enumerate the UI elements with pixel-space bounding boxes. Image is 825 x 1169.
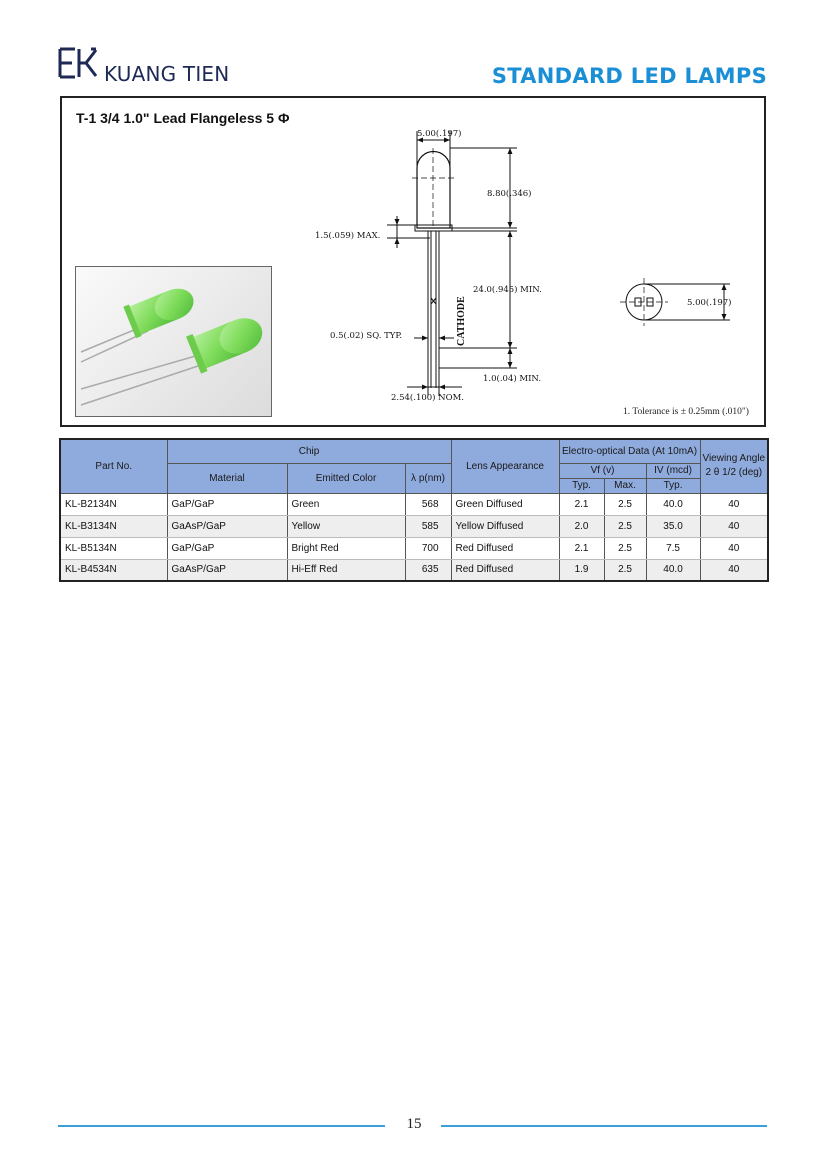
cell-vf-typ: 1.9 bbox=[559, 559, 604, 581]
tolerance-note: 1. Tolerance is ± 0.25mm (.010") bbox=[623, 407, 749, 417]
dim-body-height: 8.80(.346) bbox=[487, 189, 532, 199]
cell-color: Bright Red bbox=[287, 537, 405, 559]
dim-top-width: 5.00(.197) bbox=[417, 129, 462, 139]
cell-part: KL-B5134N bbox=[60, 537, 167, 559]
header-material: Material bbox=[167, 463, 287, 493]
cell-angle: 40 bbox=[700, 559, 768, 581]
product-title: T-1 3/4 1.0" Lead Flangeless 5 Φ bbox=[76, 110, 290, 126]
spec-box bbox=[60, 96, 766, 427]
table-row bbox=[60, 537, 768, 559]
header-iv: IV (mcd) bbox=[646, 463, 700, 478]
header-part-no: Part No. bbox=[60, 439, 167, 493]
cell-iv-typ: 35.0 bbox=[646, 515, 700, 537]
dimension-drawing bbox=[62, 98, 768, 429]
cell-color: Yellow bbox=[287, 515, 405, 537]
cell-angle: 40 bbox=[700, 493, 768, 515]
footer-line-left bbox=[58, 1125, 385, 1127]
page-header bbox=[58, 46, 767, 90]
dim-rim: 1.5(.059) MAX. bbox=[315, 231, 381, 241]
cell-material: GaP/GaP bbox=[167, 537, 287, 559]
table-row bbox=[60, 493, 768, 515]
cell-lens: Green Diffused bbox=[451, 493, 559, 515]
cell-material: GaAsP/GaP bbox=[167, 515, 287, 537]
cell-iv-typ: 7.5 bbox=[646, 537, 700, 559]
cell-vf-typ: 2.1 bbox=[559, 537, 604, 559]
footer-line-right bbox=[441, 1125, 767, 1127]
header-wavelength: λ p(nm) bbox=[405, 463, 451, 493]
dim-pitch: 2.54(.100) NOM. bbox=[391, 393, 464, 403]
cell-lens: Yellow Diffused bbox=[451, 515, 559, 537]
spec-table bbox=[59, 438, 769, 582]
header-electro-optical: Electro-optical Data (At 10mA) bbox=[559, 439, 700, 463]
cell-wavelength: 568 bbox=[405, 493, 451, 515]
cell-vf-max: 2.5 bbox=[604, 493, 646, 515]
header-lens: Lens Appearance bbox=[451, 439, 559, 493]
cell-part: KL-B3134N bbox=[60, 515, 167, 537]
dim-lead-length: 24.0(.945) MIN. bbox=[473, 285, 542, 295]
cell-angle: 40 bbox=[700, 537, 768, 559]
cell-vf-typ: 2.0 bbox=[559, 515, 604, 537]
cell-color: Hi-Eff Red bbox=[287, 559, 405, 581]
header-vf: Vf (v) bbox=[559, 463, 646, 478]
page-number: 15 bbox=[406, 1116, 422, 1132]
dim-lead-square: 0.5(.02) SQ. TYP. bbox=[330, 331, 403, 341]
kuang-tien-logo-icon bbox=[58, 46, 98, 80]
cell-angle: 40 bbox=[700, 515, 768, 537]
header-vf-typ: Typ. bbox=[559, 478, 604, 493]
cell-iv-typ: 40.0 bbox=[646, 559, 700, 581]
page-title: STANDARD LED LAMPS bbox=[491, 64, 767, 88]
cell-lens: Red Diffused bbox=[451, 537, 559, 559]
dim-lead-end: 1.0(.04) MIN. bbox=[483, 374, 542, 384]
cell-color: Green bbox=[287, 493, 405, 515]
table-row bbox=[60, 559, 768, 581]
table-row bbox=[60, 515, 768, 537]
header-chip: Chip bbox=[167, 439, 451, 463]
cell-material: GaP/GaP bbox=[167, 493, 287, 515]
cell-vf-max: 2.5 bbox=[604, 559, 646, 581]
cell-part: KL-B2134N bbox=[60, 493, 167, 515]
cell-vf-typ: 2.1 bbox=[559, 493, 604, 515]
cell-vf-max: 2.5 bbox=[604, 537, 646, 559]
cell-vf-max: 2.5 bbox=[604, 515, 646, 537]
header-iv-typ: Typ. bbox=[646, 478, 700, 493]
cell-material: GaAsP/GaP bbox=[167, 559, 287, 581]
header-vf-max: Max. bbox=[604, 478, 646, 493]
header-viewing-angle: Viewing Angle 2 θ 1/2 (deg) bbox=[700, 439, 768, 493]
cathode-label: CATHODE bbox=[456, 296, 467, 346]
cell-part: KL-B4534N bbox=[60, 559, 167, 581]
cell-iv-typ: 40.0 bbox=[646, 493, 700, 515]
cell-wavelength: 585 bbox=[405, 515, 451, 537]
brand-name: KUANG TIEN bbox=[104, 62, 230, 86]
header-emitted-color: Emitted Color bbox=[287, 463, 405, 493]
cell-wavelength: 635 bbox=[405, 559, 451, 581]
cell-wavelength: 700 bbox=[405, 537, 451, 559]
dim-top-view-diameter: 5.00(.197) bbox=[687, 298, 732, 308]
cell-lens: Red Diffused bbox=[451, 559, 559, 581]
